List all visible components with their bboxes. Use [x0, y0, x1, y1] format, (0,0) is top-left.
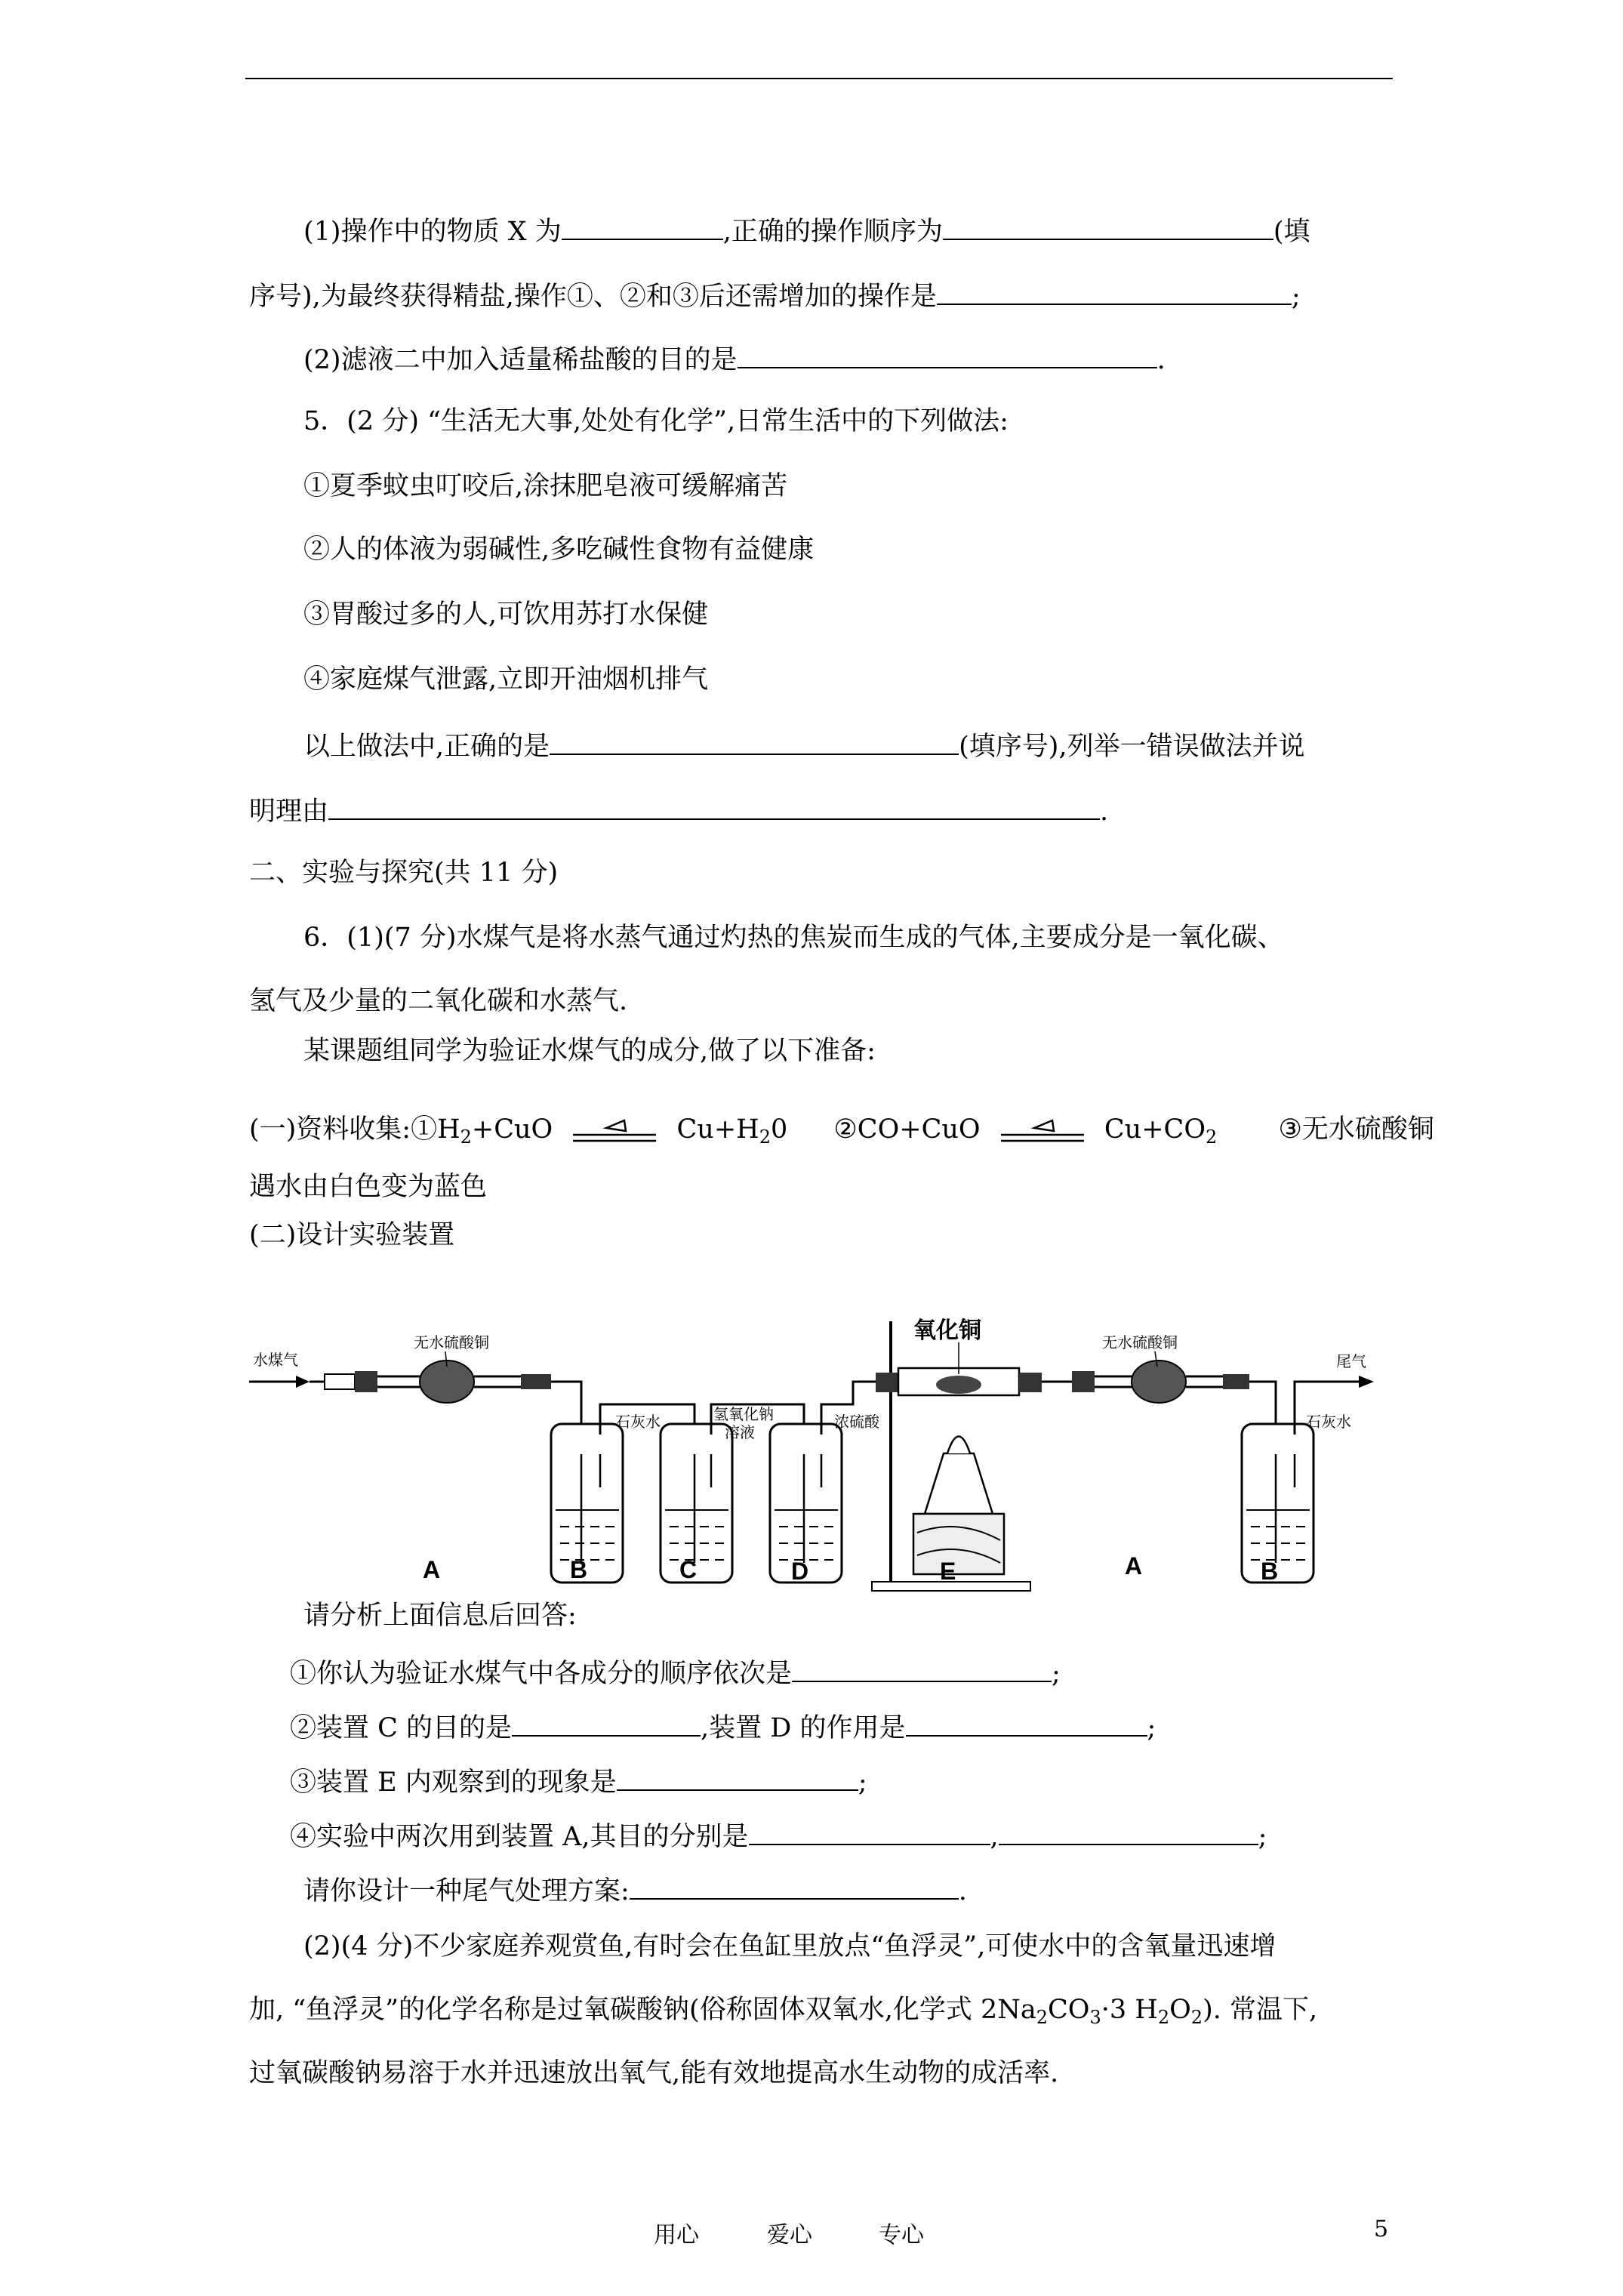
outlet-label: 尾气 — [1336, 1354, 1366, 1370]
q6-intro-2: 氢气及少量的二氧化碳和水蒸气. — [249, 986, 628, 1016]
subscript: 3 — [1089, 2007, 1101, 2028]
text: O — [1169, 1995, 1191, 2025]
q6-s3 — [290, 1762, 867, 1799]
naoh-label-2: 溶液 — [725, 1425, 755, 1441]
label-d: D — [791, 1558, 809, 1585]
q4-part2 — [303, 340, 1166, 377]
answer-blank[interactable] — [512, 1708, 701, 1737]
text: ; — [1052, 1659, 1061, 1689]
label-a: A — [423, 1556, 441, 1583]
q6-ask: 请分析上面信息后回答: — [303, 1601, 577, 1631]
apparatus-diagram — [249, 1306, 1404, 1593]
q6-info-tail: 遇水由白色变为蓝色 — [249, 1172, 488, 1202]
label-b2: B — [1261, 1558, 1279, 1585]
answer-blank[interactable] — [999, 1817, 1258, 1845]
apparatus-e — [872, 1321, 1042, 1591]
naoh-label-1: 氢氧化钠 — [713, 1407, 774, 1423]
subscript: 2 — [1206, 1126, 1218, 1148]
q5-item-3: ③胃酸过多的人,可饮用苏打水保健 — [303, 599, 709, 630]
text: ). 常温下, — [1203, 1995, 1318, 2025]
q6-p2-line3: 过氧碳酸钠易溶于水并迅速放出氧气,能有效地提高水生动物的成活率. — [249, 2058, 1059, 2088]
answer-blank[interactable] — [562, 211, 723, 240]
answer-blank[interactable] — [943, 211, 1273, 240]
subscript: 2 — [460, 1126, 472, 1148]
answer-blank[interactable] — [792, 1653, 1052, 1682]
text: , — [990, 1822, 999, 1852]
text: +CuO — [471, 1114, 553, 1145]
subscript: 2 — [1036, 2007, 1048, 2028]
heat-equals-sign-icon — [1001, 1116, 1084, 1146]
text: 明理由 — [249, 797, 329, 827]
heat-equals-sign-icon — [573, 1116, 656, 1146]
text: (填序号),列举一错误做法并说 — [959, 732, 1305, 762]
cuso4-label-1: 无水硫酸铜 — [414, 1335, 489, 1351]
limewater-label-2: 石灰水 — [1306, 1414, 1351, 1431]
q6-intro-3: 某课题组同学为验证水煤气的成分,做了以下准备: — [303, 1036, 876, 1066]
drying-tube-a1 — [310, 1361, 551, 1403]
q6-s1 — [290, 1653, 1061, 1690]
answer-blank[interactable] — [630, 1871, 959, 1900]
footer-motto-3: 专心 — [879, 2222, 924, 2248]
answer-blank[interactable] — [550, 726, 959, 755]
text: ; — [858, 1767, 867, 1798]
text: ,正确的操作顺序为 — [722, 217, 943, 247]
label-a2: A — [1125, 1552, 1143, 1579]
text: (填 — [1273, 217, 1310, 247]
q5-item-2: ②人的体液为弱碱性,多吃碱性食物有益健康 — [303, 535, 815, 565]
q5-item-1: ①夏季蚊虫叮咬后,涂抹肥皂液可缓解痛苦 — [303, 471, 788, 501]
text: 加, “鱼浮灵”的化学名称是过氧碳酸钠(俗称固体双氧水,化学式 2Na — [249, 1995, 1036, 2025]
limewater-label-1: 石灰水 — [615, 1414, 661, 1431]
q6-design: (二)设计实验装置 — [249, 1220, 455, 1250]
label-e: E — [940, 1558, 956, 1585]
text: CO — [1048, 1995, 1090, 2025]
text: 0 — [770, 1114, 788, 1145]
subscript: 2 — [1190, 2007, 1203, 2028]
section-heading: 二、实验与探究(共 11 分) — [249, 858, 559, 888]
cuo-label: 氧化铜 — [913, 1318, 981, 1343]
page-number: 5 — [1374, 2216, 1389, 2242]
text: (一)资料收集:①H — [249, 1114, 460, 1145]
text: ; — [1291, 282, 1301, 312]
q4-part1-line1 — [303, 211, 1310, 248]
subscript: 2 — [759, 1126, 771, 1148]
text: Cu+H — [676, 1114, 759, 1145]
q6-intro-1: 6．(1)(7 分)水煤气是将水蒸气通过灼热的焦炭而生成的气体,主要成分是一氧化碳、 — [303, 923, 1284, 953]
text: 请你设计一种尾气处理方案: — [303, 1876, 630, 1906]
q6-s5 — [303, 1871, 967, 1908]
footer-motto-1: 用心 — [654, 2222, 699, 2248]
text: ②装置 C 的目的是 — [290, 1713, 513, 1743]
text: 序号),为最终获得精盐,操作①、②和③后还需增加的操作是 — [249, 282, 937, 312]
answer-blank[interactable] — [617, 1762, 858, 1791]
inlet-label: 水煤气 — [253, 1352, 298, 1369]
text: ; — [1147, 1713, 1156, 1743]
text: ; — [1258, 1822, 1267, 1852]
footer-motto-2: 爱心 — [767, 2222, 812, 2248]
label-c: C — [679, 1556, 698, 1583]
q6-s2 — [290, 1708, 1156, 1745]
text: . — [958, 1876, 967, 1906]
h2so4-label: 浓硫酸 — [834, 1414, 879, 1431]
answer-blank[interactable] — [328, 791, 1100, 820]
answer-blank[interactable] — [749, 1817, 990, 1845]
q6-s4 — [290, 1817, 1267, 1854]
q6-p2-line2 — [249, 1993, 1317, 2034]
text: ·3 H — [1101, 1995, 1158, 2025]
text: ①你认为验证水煤气中各成分的顺序依次是 — [290, 1659, 793, 1689]
header-rule — [245, 78, 1393, 79]
q5-title: 5．(2 分) “生活无大事,处处有化学”,日常生活中的下列做法: — [303, 406, 1009, 436]
subscript: 2 — [1157, 2007, 1170, 2028]
answer-blank[interactable] — [906, 1708, 1147, 1737]
text: 以上做法中,正确的是 — [303, 732, 550, 762]
q5-answer-line1 — [303, 726, 1305, 763]
text: . — [1100, 797, 1109, 827]
label-b: B — [570, 1556, 588, 1583]
q5-answer-line2 — [249, 791, 1108, 828]
text: Cu+CO — [1104, 1114, 1206, 1145]
q5-item-4: ④家庭煤气泄露,立即开油烟机排气 — [303, 664, 709, 695]
text: ②CO+CuO — [833, 1114, 981, 1145]
text: (2)滤液二中加入适量稀盐酸的目的是 — [303, 345, 738, 375]
cuso4-label-2: 无水硫酸铜 — [1102, 1335, 1178, 1351]
text: . — [1156, 345, 1166, 375]
text: (1)操作中的物质 X 为 — [303, 217, 562, 247]
text: ③装置 E 内观察到的现象是 — [290, 1767, 617, 1798]
text: ④实验中两次用到装置 A,其目的分别是 — [290, 1822, 749, 1852]
text: ,装置 D 的作用是 — [701, 1713, 906, 1743]
text: ③无水硫酸铜 — [1278, 1114, 1434, 1145]
q4-part1-line2 — [249, 276, 1301, 313]
drying-tube-a2 — [1072, 1361, 1249, 1403]
q6-info-line — [249, 1113, 1434, 1154]
q6-p2-line1: (2)(4 分)不少家庭养观赏鱼,有时会在鱼缸里放点“鱼浮灵”,可使水中的含氧量迅速增 — [303, 1931, 1277, 1962]
answer-blank[interactable] — [937, 276, 1292, 305]
answer-blank[interactable] — [738, 340, 1157, 368]
